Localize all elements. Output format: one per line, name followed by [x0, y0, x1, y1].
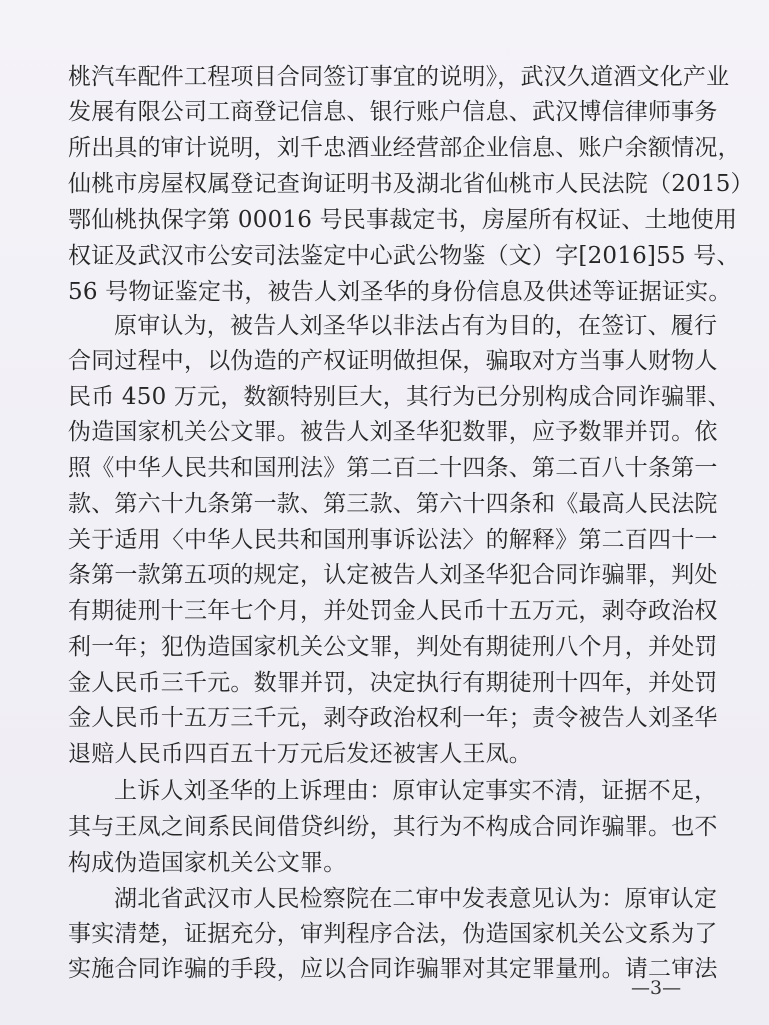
text-line: 条第一款第五项的规定，认定被告人刘圣华犯合同诈骗罪，判处	[68, 562, 718, 588]
text-line: 权证及武汉市公安司法鉴定中心武公物鉴（文）字[2016]55 号、	[68, 243, 740, 269]
text-line: 仙桃市房屋权属登记查询证明书及湖北省仙桃市人民法院（2015）	[68, 171, 754, 197]
paragraph-start: 湖北省武汉市人民检察院在二审中发表意见认为：原审认定	[114, 886, 718, 912]
text-line: 其与王凤之间系民间借贷纠纷，其行为不构成合同诈骗罪。也不	[68, 814, 718, 840]
text-line: 民币 450 万元，数额特别巨大，其行为已分别构成合同诈骗罪、	[68, 384, 731, 410]
text-line: 利一年；犯伪造国家机关公文罪，判处有期徒刑八个月，并处罚	[68, 634, 718, 660]
text-line: 构成伪造国家机关公文罪。	[68, 850, 347, 876]
text-line: 有期徒刑十三年七个月，并处罚金人民币十五万元，剥夺政治权	[68, 598, 718, 624]
text-line: 事实清楚，证据充分，审判程序合法，伪造国家机关公文系为了	[68, 921, 718, 947]
text-line: 所出具的审计说明，刘千忠酒业经营部企业信息、账户余额情况，	[68, 135, 741, 161]
page-number: —3—	[631, 977, 682, 999]
text-line: 金人民币三千元。数罪并罚，决定执行有期徒刑十四年，并处罚	[68, 670, 718, 696]
text-line: 伪造国家机关公文罪。被告人刘圣华犯数罪，应予数罪并罚。依	[68, 419, 718, 445]
text-line: 退赔人民币四百五十万元后发还被害人王凤。	[68, 741, 532, 767]
text-line: 实施合同诈骗的手段，应以合同诈骗罪对其定罪量刑。请二审法	[68, 956, 718, 982]
text-line: 发展有限公司工商登记信息、银行账户信息、武汉博信律师事务	[68, 99, 718, 125]
paragraph-start: 上诉人刘圣华的上诉理由：原审认定事实不清，证据不足，	[114, 778, 718, 804]
text-line: 桃汽车配件工程项目合同签订事宜的说明》，武汉久道酒文化产业	[68, 64, 730, 90]
paragraph-start: 原审认为，被告人刘圣华以非法占有为目的，在签订、履行	[114, 313, 718, 339]
text-line: 金人民币十五万三千元，剥夺政治权利一年；责令被告人刘圣华	[68, 705, 718, 731]
text-line: 关于适用〈中华人民共和国刑事诉讼法〉的解释》第二百四十一	[68, 527, 718, 553]
text-line: 款、第六十九条第一款、第三款、第六十四条和《最高人民法院	[68, 491, 718, 517]
text-line: 合同过程中，以伪造的产权证明做担保，骗取对方当事人财物人	[68, 348, 718, 374]
text-line: 鄂仙桃执保字第 00016 号民事裁定书，房屋所有权证、土地使用	[68, 207, 738, 233]
text-line: 56 号物证鉴定书，被告人刘圣华的身份信息及供述等证据证实。	[68, 279, 732, 305]
text-line: 照《中华人民共和国刑法》第二百二十四条、第二百八十条第一	[68, 455, 718, 481]
